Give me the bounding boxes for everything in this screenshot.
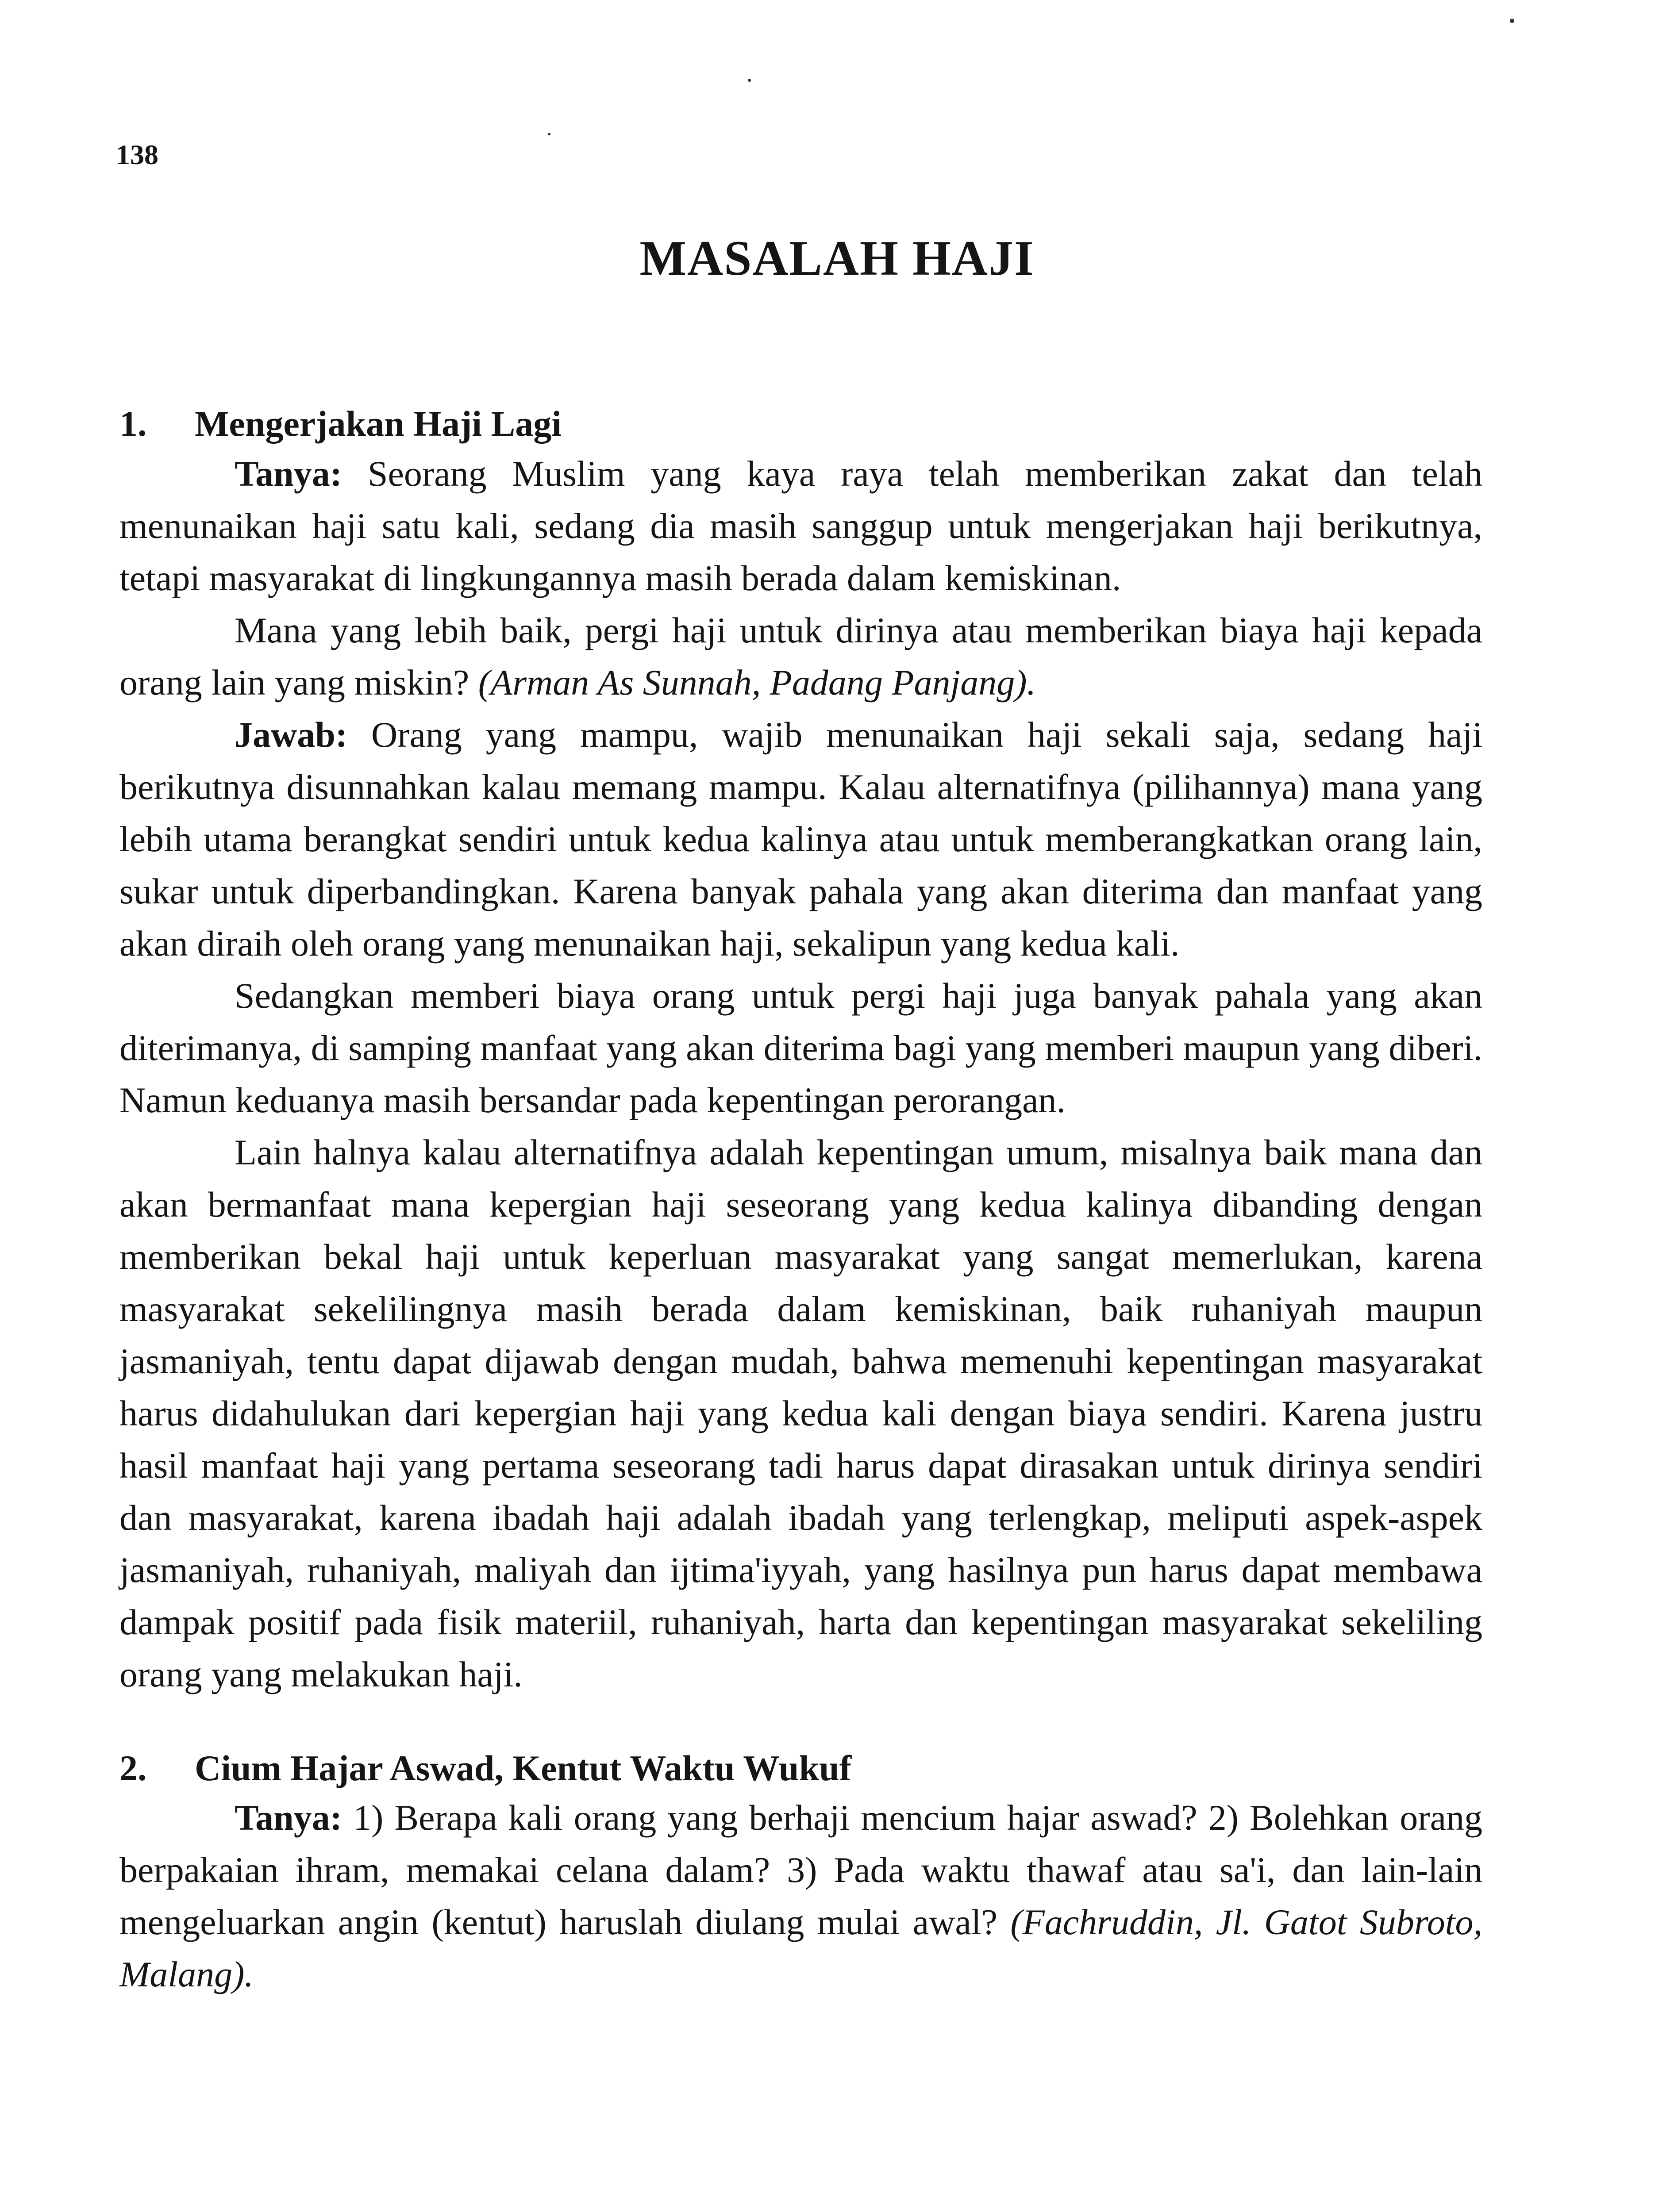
page-body <box>119 400 1482 2001</box>
questioner-citation: (Arman As Sunnah, Padang Panjang). <box>478 662 1036 703</box>
scan-speck <box>548 133 550 135</box>
question-label: Tanya: <box>235 453 342 494</box>
section-heading <box>119 400 1482 448</box>
scan-speck <box>1510 19 1514 23</box>
paragraph-text: Orang yang mampu, wajib menunaikan haji sekali saja, sedang haji berikutnya disunnahkan kalau memang mampu. Kalau alternatifnya (pilihannya) mana yang lebih utama berangkat sendiri untuk kedua kalinya atau untuk memberangkatkan orang lain, sukar untuk diperbandingkan. Karena banyak pahala yang akan diterima dan manfaat yang akan diraih oleh orang yang menunaikan haji, sekalipun yang kedua kali. <box>119 714 1482 964</box>
paragraph-text: Sedangkan memberi biaya orang untuk pergi haji juga banyak pahala yang akan diterimanya, di samping manfaat yang akan diterima bagi yang memberi maupun yang diberi. Namun keduanya masih bersandar pada kepentingan perorangan. <box>119 975 1482 1120</box>
paragraph-text: Lain halnya kalau alternatifnya adalah kepentingan umum, misalnya baik mana dan akan bermanfaat mana kepergian haji seseorang yang kedua kalinya dibanding dengan memberikan bekal haji untuk keperluan masyarakat yang sangat memerlukan, karena masyarakat sekelilingnya masih berada dalam kemiskinan, baik ruhaniyah maupun jasmaniyah, tentu dapat dijawab dengan mudah, bahwa memenuhi kepentingan masyarakat harus didahulukan dari kepergian haji yang kedua kali dengan biaya sendiri. Karena justru hasil manfaat haji yang pertama seseorang tadi harus dapat dirasakan untuk dirinya sendiri dan masyarakat, karena ibadah haji adalah ibadah yang terlengkap, meliputi aspek-aspek jasmaniyah, ruhaniyah, maliyah dan ijtima'iyyah, yang hasilnya pun harus dapat membawa dampak positif pada fisik materiil, ruhaniyah, harta dan kepentingan masyarakat sekeliling orang yang melakukan haji. <box>119 1132 1482 1694</box>
section-spacer <box>119 1701 1482 1745</box>
question-paragraph <box>119 448 1482 604</box>
answer-paragraph <box>119 709 1482 970</box>
answer-label: Jawab: <box>235 714 348 755</box>
page-number: 138 <box>116 139 158 170</box>
section-heading <box>119 1745 1482 1792</box>
answer-paragraph <box>119 1126 1482 1701</box>
questioner-citation: (Fachruddin, Jl. Gatot Subroto, Malang). <box>119 1902 1482 1995</box>
section-number: 2. <box>119 1747 147 1788</box>
question-paragraph <box>119 1792 1482 2001</box>
question-label: Tanya: <box>235 1797 342 1838</box>
scan-speck <box>748 79 751 82</box>
section-title: Mengerjakan Haji Lagi <box>195 403 562 444</box>
answer-paragraph <box>119 970 1482 1126</box>
paragraph-text: Mana yang lebih baik, pergi haji untuk dirinya atau memberikan biaya haji kepada orang lain yang miskin? <box>119 610 1482 703</box>
section-number: 1. <box>119 403 147 444</box>
section-title: Cium Hajar Aswad, Kentut Waktu Wukuf <box>195 1747 852 1788</box>
paragraph-text: Seorang Muslim yang kaya raya telah memberikan zakat dan telah menunaikan haji satu kali, sedang dia masih sanggup untuk mengerjakan haji berikutnya, tetapi masyarakat di lingkungannya masih berada dalam kemiskinan. <box>119 453 1482 598</box>
question-paragraph <box>119 604 1482 709</box>
page-title: MASALAH HAJI <box>639 231 1035 286</box>
paragraph-text: 1) Berapa kali orang yang berhaji mencium hajar aswad? 2) Bolehkan orang berpakaian ihram, memakai celana dalam? 3) Pada waktu thawaf atau sa'i, dan lain-lain mengeluarkan angin (kentut) haruslah diulang mulai awal? <box>119 1797 1482 1943</box>
